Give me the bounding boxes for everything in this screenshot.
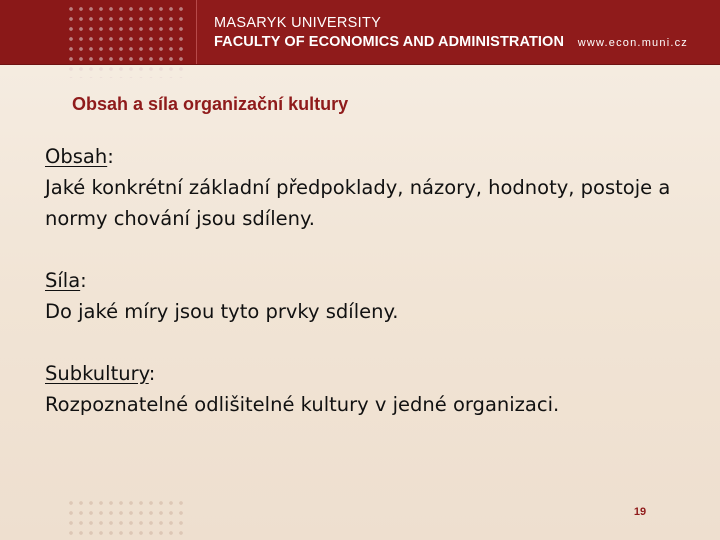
term-description: Rozpoznatelné odlišitelné kultury v jedné organizaci. [45,393,560,416]
content-block-sila [45,265,705,327]
content-block-obsah [45,141,705,234]
term-description: Jaké konkrétní základní předpoklady, názory, hodnoty, postoje a normy chování jsou sdíleny. [45,176,671,230]
term-colon: : [148,362,156,385]
dot-pattern-decoration [66,498,184,540]
header-divider [196,0,197,64]
term-colon: : [80,269,87,292]
term-description: Do jaké míry jsou tyto prvky sdíleny. [45,300,399,323]
term-colon: : [107,145,114,168]
term-label: Subkultury [45,362,149,385]
slide-title: Obsah a síla organizační kultury [72,94,349,114]
faculty-name: FACULTY OF ECONOMICS AND ADMINISTRATION [214,34,565,50]
term-label: Obsah [45,145,108,168]
content-block-subkultury [45,358,705,420]
dot-pattern-decoration [66,4,184,78]
website-url: www.econ.muni.cz [577,37,688,49]
header-bar [0,0,720,65]
term-label: Síla [45,269,81,292]
university-name: MASARYK UNIVERSITY [214,15,382,31]
slide-content [45,141,705,420]
page-number: 19 [633,506,647,518]
